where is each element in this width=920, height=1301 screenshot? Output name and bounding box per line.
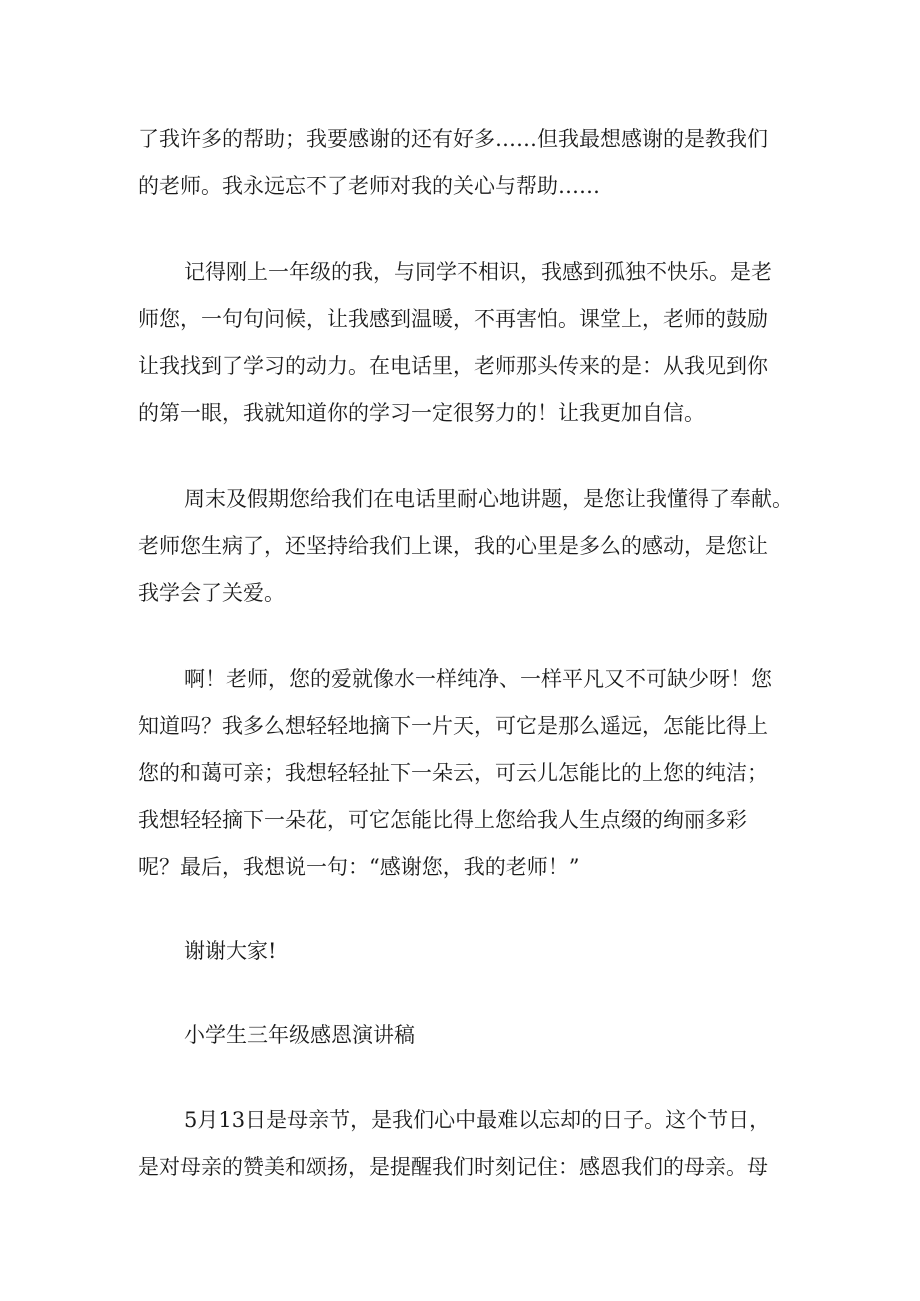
text-line: 我学会了关爱。 [138,581,285,605]
section-heading [138,1012,798,1059]
text-line: 的老师。我永远忘不了老师对我的关心与帮助…… [138,174,600,198]
text-line: 让我找到了学习的动力。在电话里，老师那头传来的是：从我见到你 [138,354,768,378]
paragraph-weekend [138,476,798,617]
text-line: 师您，一句句问候，让我感到温暖，不再害怕。课堂上，老师的鼓励 [138,307,768,331]
text-line: 记得刚上一年级的我，与同学不相识，我感到孤独不快乐。是老 [184,260,772,284]
paragraph-thanks-continued [138,116,798,210]
paragraph-closing [138,928,798,975]
text-line: 您的和蔼可亲；我想轻轻扯下一朵云，可云儿怎能比的上您的纯洁； [138,761,768,785]
text-line: 了我许多的帮助；我要感谢的还有好多……但我最想感谢的是教我们 [138,127,768,151]
paragraph-praise [138,656,798,891]
paragraph-mothers-day [138,1097,798,1191]
text-line: 的第一眼，我就知道你的学习一定很努力的！让我更加自信。 [138,401,705,425]
text-line: 知道吗？我多么想轻轻地摘下一片天，可它是那么遥远，怎能比得上 [138,714,768,738]
document-body [138,116,798,1191]
text-line: 我想轻轻摘下一朵花，可它怎能比得上您给我人生点缀的绚丽多彩 [138,808,747,832]
text-line: 呢？最后，我想说一句：“感谢您，我的老师！” [138,855,580,879]
text-line: 周末及假期您给我们在电话里耐心地讲题，是您让我懂得了奉献。 [184,487,793,511]
text-line: 是对母亲的赞美和颂扬，是提醒我们时刻记住：感恩我们的母亲。母 [138,1155,768,1179]
text-line: 老师您生病了，还坚持给我们上课，我的心里是多么的感动，是您让 [138,534,768,558]
text-line: 啊！老师，您的爱就像水一样纯净、一样平凡又不可缺少呀！您 [184,667,772,691]
text-line: 5月13日是母亲节，是我们心中最难以忘却的日子。这个节日， [184,1108,771,1132]
heading-line: 小学生三年级感恩演讲稿 [184,1023,415,1047]
text-line: 谢谢大家! [184,939,277,963]
paragraph-first-grade [138,249,798,437]
